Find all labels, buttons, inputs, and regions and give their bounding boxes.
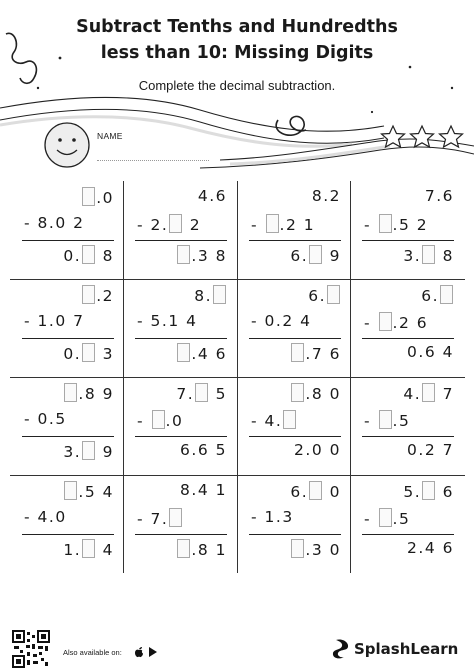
missing-digit-box[interactable]: [422, 481, 435, 500]
missing-digit-box[interactable]: [440, 285, 453, 304]
difference: 6. 9: [290, 247, 341, 265]
missing-digit-box[interactable]: [82, 245, 95, 264]
missing-digit-box[interactable]: [327, 285, 340, 304]
answer-line: [22, 534, 114, 535]
difference: 2.0 0: [294, 441, 341, 459]
minuend: .0: [24, 187, 114, 211]
answer-line: [22, 338, 114, 339]
subtrahend: - .2 6: [364, 314, 429, 332]
subtrahend: - 7.: [137, 508, 227, 532]
missing-digit-box[interactable]: [195, 383, 208, 402]
minuend: 6.: [364, 285, 454, 309]
answer-line: [362, 534, 454, 535]
subtrahend: - .5 2: [364, 216, 429, 234]
missing-digit-box[interactable]: [266, 214, 279, 233]
answer-line: [22, 436, 114, 437]
subtraction-problem: [10, 279, 123, 377]
missing-digit-box[interactable]: [291, 383, 304, 402]
missing-digit-box[interactable]: [82, 441, 95, 460]
minuend: 8.: [137, 285, 227, 309]
subtrahend: - 4.0: [24, 508, 67, 526]
answer-line: [249, 534, 341, 535]
answer-line: [249, 240, 341, 241]
answer-line: [135, 338, 227, 339]
answer-line: [249, 338, 341, 339]
missing-digit-box[interactable]: [422, 383, 435, 402]
curl-doodle-icon: [276, 116, 306, 135]
missing-digit-box[interactable]: [213, 285, 226, 304]
difference: 1. 4: [63, 541, 114, 559]
missing-digit-box[interactable]: [291, 343, 304, 362]
difference: .7 6: [251, 343, 341, 367]
missing-digit-box[interactable]: [82, 539, 95, 558]
answer-line: [135, 534, 227, 535]
apple-icon[interactable]: [134, 646, 144, 658]
difference: .3 0: [251, 539, 341, 563]
subtrahend: - 4.: [251, 410, 341, 434]
difference: 2.4 6: [407, 539, 454, 557]
subtraction-problem: [350, 279, 463, 377]
answer-line: [362, 436, 454, 437]
minuend: 6. 0: [290, 483, 341, 501]
subtraction-problem: [350, 377, 463, 475]
subtraction-problem: [123, 377, 236, 475]
subtrahend: - .2 1: [251, 216, 316, 234]
difference: 0. 3: [63, 345, 114, 363]
missing-digit-box[interactable]: [309, 245, 322, 264]
qr-code-icon: [12, 630, 50, 668]
title-line-2: less than 10: Missing Digits: [100, 43, 374, 63]
difference: 0.2 7: [407, 441, 454, 459]
subtraction-problem: [350, 475, 463, 573]
subtraction-problem: [10, 377, 123, 475]
title-line-1: Subtract Tenths and Hundredths: [76, 17, 398, 37]
answer-line: [135, 240, 227, 241]
name-field[interactable]: [97, 160, 209, 161]
subtraction-problem: [10, 475, 123, 573]
difference: 0.6 4: [407, 343, 454, 361]
smiley-face-icon: [45, 123, 89, 167]
subtrahend: - 1.3: [251, 508, 294, 526]
missing-digit-box[interactable]: [379, 508, 392, 527]
subtraction-problem: [123, 475, 236, 573]
subtraction-problem: [237, 377, 350, 475]
subtraction-problem: [237, 181, 350, 279]
subtrahend: - .5: [364, 510, 411, 528]
brand-name: SplashLearn: [354, 640, 459, 658]
star-icon: [411, 126, 434, 147]
answer-line: [362, 240, 454, 241]
missing-digit-box[interactable]: [169, 508, 182, 527]
star-icon: [382, 126, 405, 147]
subtrahend: - 2. 2: [137, 216, 202, 234]
missing-digit-box[interactable]: [177, 245, 190, 264]
minuend: 6.: [251, 285, 341, 309]
name-label: NAME: [97, 131, 123, 141]
minuend: 8.2: [311, 187, 341, 205]
subtrahend: - .5: [364, 412, 411, 430]
also-available-label: Also available on:: [63, 648, 122, 657]
subtrahend: - 8.0 2: [24, 214, 85, 232]
difference: .4 6: [137, 343, 227, 367]
minuend: 4.6: [197, 187, 227, 205]
difference: 3. 8: [403, 247, 454, 265]
minuend: .2: [24, 285, 114, 309]
missing-digit-box[interactable]: [422, 245, 435, 264]
minuend: 7. 5: [176, 385, 227, 403]
subtrahend: - 0.5: [24, 410, 67, 428]
missing-digit-box[interactable]: [169, 214, 182, 233]
minuend: .5 4: [24, 481, 114, 505]
subtraction-problem: [350, 181, 463, 279]
splashlearn-logo-icon: [330, 638, 352, 660]
missing-digit-box[interactable]: [283, 410, 296, 429]
subtraction-problem: [10, 181, 123, 279]
missing-digit-box[interactable]: [379, 214, 392, 233]
missing-digit-box[interactable]: [64, 383, 77, 402]
subtrahend: - 1.0 7: [24, 312, 85, 330]
missing-digit-box[interactable]: [291, 539, 304, 558]
play-store-icon[interactable]: [148, 646, 158, 658]
minuend: 7.6: [424, 187, 454, 205]
minuend: .8 0: [251, 383, 341, 407]
answer-line: [362, 338, 454, 339]
subtrahend: - 0.2 4: [251, 312, 312, 330]
missing-digit-box[interactable]: [82, 285, 95, 304]
answer-line: [22, 240, 114, 241]
difference: 3. 9: [63, 443, 114, 461]
missing-digit-box[interactable]: [82, 187, 95, 206]
difference: .8 1: [137, 539, 227, 563]
missing-digit-box[interactable]: [379, 312, 392, 331]
minuend: .8 9: [24, 383, 114, 407]
subtrahend: - 5.1 4: [137, 312, 198, 330]
missing-digit-box[interactable]: [152, 410, 165, 429]
difference: 6.6 5: [180, 441, 227, 459]
problem-grid: [10, 181, 465, 573]
answer-line: [249, 436, 341, 437]
answer-line: [135, 436, 227, 437]
missing-digit-box[interactable]: [64, 481, 77, 500]
minuend: 5. 6: [403, 483, 454, 501]
subtraction-problem: [123, 279, 236, 377]
instructions: Complete the decimal subtraction.: [138, 78, 336, 93]
missing-digit-box[interactable]: [177, 343, 190, 362]
subtraction-problem: [237, 475, 350, 573]
missing-digit-box[interactable]: [309, 481, 322, 500]
missing-digit-box[interactable]: [82, 343, 95, 362]
worksheet-title: [0, 14, 474, 66]
minuend: 4. 7: [403, 385, 454, 403]
subtrahend: - .0: [137, 412, 184, 430]
difference: 0. 8: [63, 247, 114, 265]
missing-digit-box[interactable]: [379, 410, 392, 429]
subtraction-problem: [123, 181, 236, 279]
minuend: 8.4 1: [180, 481, 227, 499]
difference: .3 8: [137, 245, 227, 269]
missing-digit-box[interactable]: [177, 539, 190, 558]
subtraction-problem: [237, 279, 350, 377]
